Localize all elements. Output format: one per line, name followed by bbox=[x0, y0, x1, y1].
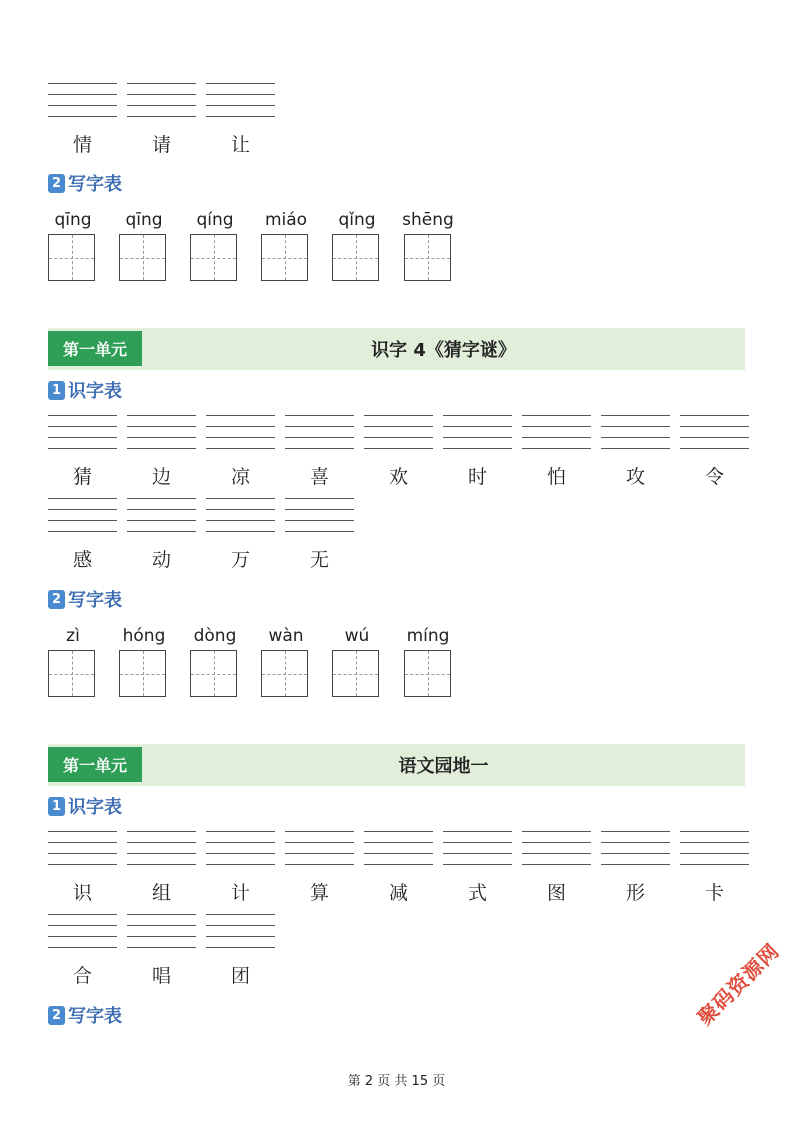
section-title: 识字 4《猜字谜》 bbox=[371, 340, 516, 361]
watermark-logo: 聚码资源网 bbox=[692, 938, 785, 1030]
char-label: 动 bbox=[151, 549, 171, 571]
char-label: 图 bbox=[546, 882, 566, 904]
page-number-footer: 第 2 页 共 15 页 bbox=[347, 1074, 446, 1089]
pinyin-label: qīng bbox=[54, 210, 92, 230]
pinyin-label: qǐng bbox=[338, 210, 376, 230]
number-badge: 1 bbox=[48, 381, 65, 400]
pinyin-lines bbox=[48, 83, 117, 119]
pinyin-label: wàn bbox=[268, 626, 304, 646]
pinyin-lines bbox=[285, 498, 354, 534]
pinyin-label: qīng bbox=[125, 210, 163, 230]
heading-label: 写字表 bbox=[68, 174, 122, 195]
char-label: 凉 bbox=[230, 466, 250, 488]
char-label: 攻 bbox=[625, 466, 645, 488]
tian-grid-box bbox=[261, 650, 308, 697]
section-header-bar bbox=[48, 328, 745, 370]
char-label: 卡 bbox=[704, 882, 724, 904]
tian-grid-box bbox=[332, 234, 379, 281]
number-badge: 1 bbox=[48, 797, 65, 816]
char-label: 怕 bbox=[546, 466, 566, 488]
char-label: 请 bbox=[151, 134, 171, 156]
char-label: 形 bbox=[625, 882, 645, 904]
pinyin-label: zì bbox=[66, 626, 80, 646]
number-badge: 2 bbox=[48, 174, 65, 193]
char-label: 唱 bbox=[151, 965, 171, 987]
pinyin-label: míng bbox=[406, 626, 450, 646]
char-label: 减 bbox=[388, 882, 408, 904]
write-table-heading bbox=[48, 1004, 122, 1026]
pinyin-lines bbox=[285, 831, 354, 867]
tian-grid-box bbox=[119, 234, 166, 281]
pinyin-lines bbox=[601, 415, 670, 451]
pinyin-lines bbox=[206, 831, 275, 867]
tian-grid-box bbox=[48, 234, 95, 281]
write-table-heading bbox=[48, 588, 122, 610]
pinyin-lines bbox=[206, 914, 275, 950]
pinyin-label: shēng bbox=[402, 210, 454, 230]
pinyin-label: miáo bbox=[264, 210, 308, 230]
pinyin-lines bbox=[680, 415, 749, 451]
char-label: 喜 bbox=[309, 466, 329, 488]
pinyin-lines bbox=[127, 831, 196, 867]
pinyin-lines bbox=[48, 415, 117, 451]
section-header-bar bbox=[48, 744, 745, 786]
pinyin-lines bbox=[522, 415, 591, 451]
pinyin-label: qíng bbox=[196, 210, 234, 230]
char-label: 团 bbox=[230, 965, 250, 987]
pinyin-lines bbox=[522, 831, 591, 867]
char-label: 无 bbox=[309, 549, 329, 571]
pinyin-lines bbox=[127, 415, 196, 451]
tian-grid-box bbox=[404, 234, 451, 281]
tian-grid-box bbox=[332, 650, 379, 697]
pinyin-lines bbox=[601, 831, 670, 867]
pinyin-lines bbox=[206, 415, 275, 451]
tian-grid-box bbox=[190, 234, 237, 281]
pinyin-lines bbox=[364, 831, 433, 867]
char-label: 感 bbox=[72, 549, 92, 571]
pinyin-label: dòng bbox=[193, 626, 237, 646]
char-label: 情 bbox=[72, 134, 92, 156]
char-label: 让 bbox=[230, 134, 250, 156]
char-label: 令 bbox=[704, 466, 724, 488]
tian-grid-box bbox=[190, 650, 237, 697]
pinyin-label: hóng bbox=[122, 626, 166, 646]
char-label: 识 bbox=[72, 882, 92, 904]
number-badge: 2 bbox=[48, 1006, 65, 1025]
char-label: 式 bbox=[467, 882, 487, 904]
pinyin-lines bbox=[127, 498, 196, 534]
pinyin-lines bbox=[285, 415, 354, 451]
unit-tag: 第一单元 bbox=[48, 331, 142, 366]
pinyin-lines bbox=[48, 498, 117, 534]
pinyin-lines bbox=[48, 831, 117, 867]
read-table-heading bbox=[48, 379, 122, 401]
tian-grid-box bbox=[119, 650, 166, 697]
number-badge: 2 bbox=[48, 590, 65, 609]
char-label: 合 bbox=[72, 965, 92, 987]
pinyin-lines bbox=[680, 831, 749, 867]
char-label: 万 bbox=[230, 549, 250, 571]
tian-grid-box bbox=[48, 650, 95, 697]
pinyin-lines bbox=[127, 83, 196, 119]
char-label: 计 bbox=[230, 882, 250, 904]
heading-label: 识字表 bbox=[68, 381, 122, 402]
pinyin-lines bbox=[443, 415, 512, 451]
unit-tag: 第一单元 bbox=[48, 747, 142, 782]
pinyin-lines bbox=[48, 914, 117, 950]
char-label: 猜 bbox=[72, 466, 92, 488]
char-label: 算 bbox=[309, 882, 329, 904]
char-label: 欢 bbox=[388, 466, 408, 488]
heading-label: 写字表 bbox=[68, 1006, 122, 1027]
heading-label: 识字表 bbox=[68, 797, 122, 818]
char-label: 时 bbox=[467, 466, 487, 488]
pinyin-lines bbox=[364, 415, 433, 451]
char-label: 边 bbox=[151, 466, 171, 488]
char-label: 组 bbox=[151, 882, 171, 904]
pinyin-lines bbox=[206, 498, 275, 534]
heading-label: 写字表 bbox=[68, 590, 122, 611]
pinyin-lines bbox=[127, 914, 196, 950]
pinyin-lines bbox=[443, 831, 512, 867]
pinyin-label: wú bbox=[344, 626, 370, 646]
read-table-heading bbox=[48, 795, 122, 817]
tian-grid-box bbox=[261, 234, 308, 281]
write-table-heading bbox=[48, 172, 122, 194]
tian-grid-box bbox=[404, 650, 451, 697]
pinyin-lines bbox=[206, 83, 275, 119]
section-title: 语文园地一 bbox=[398, 756, 489, 777]
